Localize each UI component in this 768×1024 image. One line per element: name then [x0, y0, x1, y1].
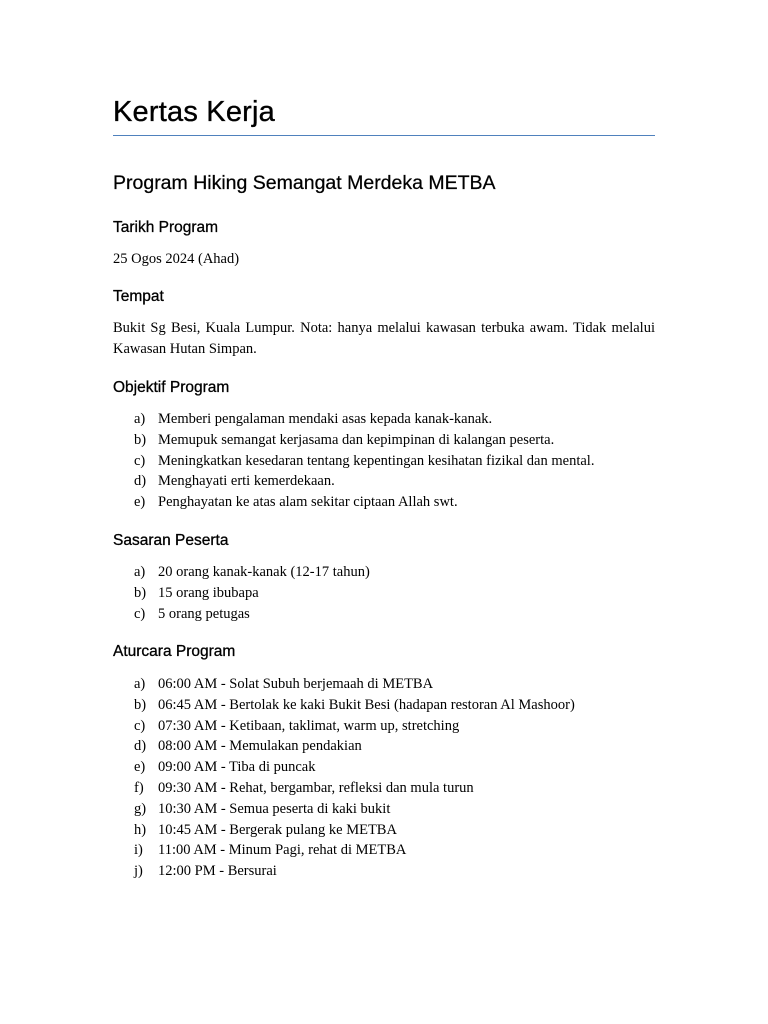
list-item-marker: b)	[134, 696, 147, 713]
list-item-text: 12:00 PM - Bersurai	[158, 863, 277, 880]
list-item-text: 11:00 AM - Minum Pagi, rehat di METBA	[158, 842, 407, 859]
section-heading-sasaran: Sasaran Peserta	[113, 532, 229, 549]
list-item-text: 20 orang kanak-kanak (12-17 tahun)	[158, 564, 370, 580]
list-item	[113, 799, 575, 820]
list-item	[113, 716, 575, 737]
list-item-marker: d)	[134, 738, 147, 755]
list-item-text: Memupuk semangat kerjasama dan kepimpinan di kalangan peserta.	[158, 431, 555, 448]
section-heading-tempat: Tempat	[113, 288, 164, 305]
list-item-marker: e)	[134, 759, 146, 776]
list-item	[113, 562, 370, 583]
list-item-marker: c)	[134, 452, 146, 469]
list-item-marker: f)	[134, 779, 144, 796]
list-item-marker: h)	[134, 821, 147, 838]
list-item	[113, 778, 575, 799]
list-item-text: 09:00 AM - Tiba di puncak	[158, 759, 316, 776]
list-item-text: Meningkatkan kesedaran tentang kepentingan kesihatan fizikal dan mental.	[158, 452, 595, 469]
aturcara-list	[113, 674, 575, 882]
list-item	[113, 492, 594, 513]
list-item-text: 5 orang petugas	[158, 605, 250, 622]
list-item-text: Memberi pengalaman mendaki asas kepada kanak-kanak.	[158, 411, 493, 427]
list-item	[113, 451, 594, 472]
sasaran-list	[113, 562, 370, 624]
list-item-text: 08:00 AM - Memulakan pendakian	[158, 738, 362, 755]
list-item-marker: i)	[134, 842, 143, 859]
list-item-marker: b)	[134, 584, 147, 601]
document-title: Kertas Kerja	[113, 96, 275, 128]
list-item	[113, 583, 370, 604]
list-item-text: 06:00 AM - Solat Subuh berjemaah di METBA	[158, 676, 434, 692]
list-item	[113, 840, 575, 861]
list-item-marker: d)	[134, 473, 147, 490]
list-item	[113, 471, 594, 492]
list-item-text: 06:45 AM - Bertolak ke kaki Bukit Besi (hadapan restoran Al Mashoor)	[158, 696, 575, 713]
section-heading-objektif: Objektif Program	[113, 379, 230, 396]
list-item	[113, 861, 575, 882]
list-item-text: Penghayatan ke atas alam sekitar ciptaan Allah swt.	[158, 494, 458, 511]
section-heading-aturcara: Aturcara Program	[113, 643, 236, 660]
list-item-text: 10:45 AM - Bergerak pulang ke METBA	[158, 821, 397, 838]
list-item-marker: b)	[134, 431, 147, 448]
list-item-text: 10:30 AM - Semua peserta di kaki bukit	[158, 800, 391, 817]
title-divider	[113, 135, 655, 136]
list-item-marker: g)	[134, 800, 147, 817]
tempat-text: Bukit Sg Besi, Kuala Lumpur. Nota: hanya melalui kawasan terbuka awam. Tidak melalui Kawasan Hutan Simpan.	[113, 320, 655, 357]
list-item-text: 07:30 AM - Ketibaan, taklimat, warm up, stretching	[158, 717, 460, 734]
list-item-marker: a)	[134, 564, 146, 580]
list-item-marker: a)	[134, 411, 146, 427]
list-item	[113, 736, 575, 757]
list-item-text: 09:30 AM - Rehat, bergambar, refleksi dan mula turun	[158, 779, 474, 796]
list-item-text: 15 orang ibubapa	[158, 584, 259, 601]
list-item	[113, 757, 575, 778]
tarikh-text: 25 Ogos 2024 (Ahad)	[113, 251, 240, 267]
list-item-marker: c)	[134, 605, 146, 622]
list-item	[113, 430, 594, 451]
list-item-marker: a)	[134, 676, 146, 692]
list-item	[113, 674, 575, 695]
list-item	[113, 604, 370, 625]
list-item-marker: j)	[134, 863, 143, 880]
list-item-marker: c)	[134, 717, 146, 734]
list-item	[113, 820, 575, 841]
document-subtitle: Program Hiking Semangat Merdeka METBA	[113, 172, 496, 194]
list-item-text: Menghayati erti kemerdekaan.	[158, 473, 335, 490]
section-heading-tarikh: Tarikh Program	[113, 219, 219, 236]
list-item	[113, 409, 594, 430]
list-item	[113, 695, 575, 716]
list-item-marker: e)	[134, 494, 146, 511]
objektif-list	[113, 409, 594, 513]
